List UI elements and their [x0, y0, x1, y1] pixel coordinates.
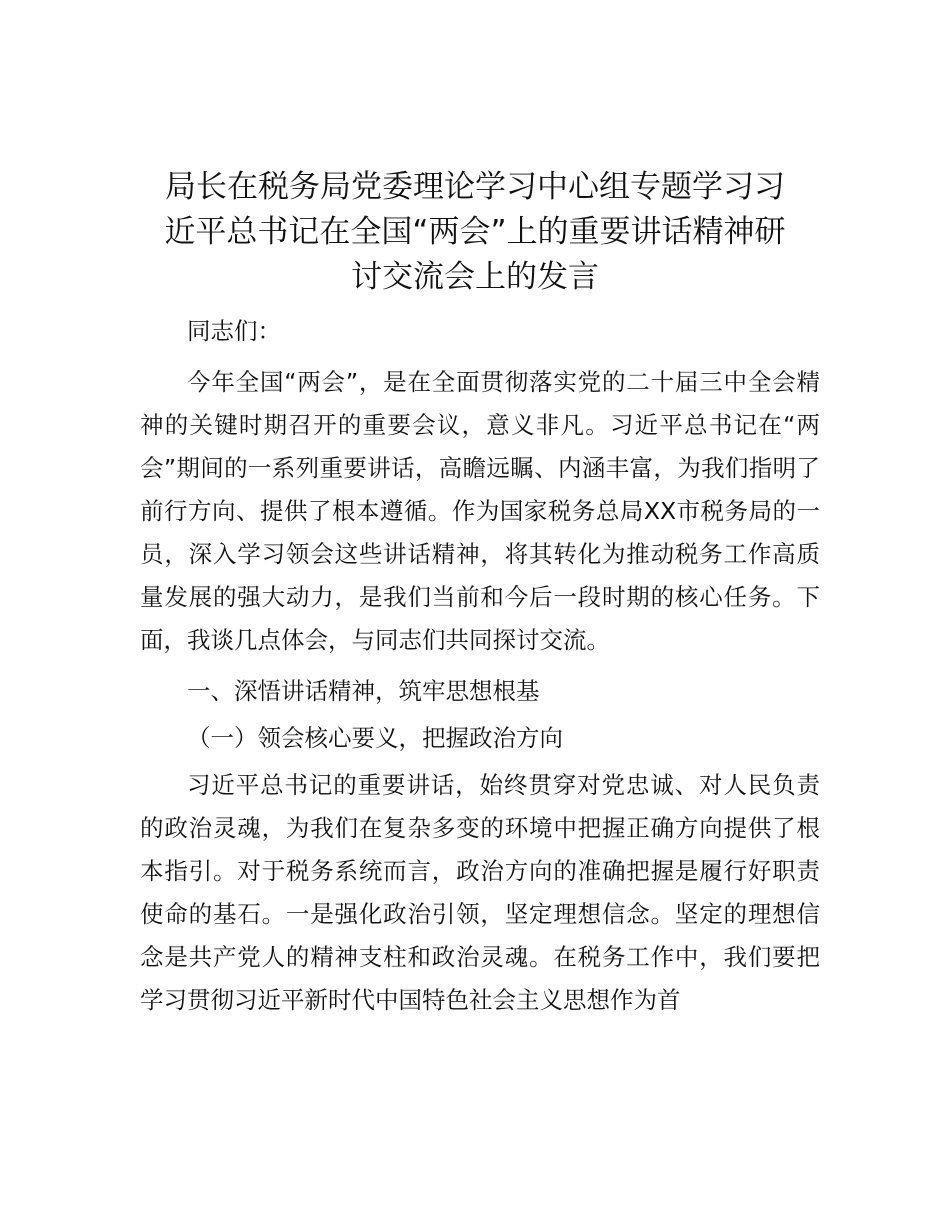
section-heading: 一、深悟讲话精神，筑牢思想根基: [187, 677, 540, 705]
subsection-heading: （一）领会核心要义，把握政治方向: [187, 724, 563, 752]
greeting: 同志们：: [187, 317, 281, 345]
title-line: 讨交流会上的发言: [351, 259, 599, 295]
title-line: 近平总书记在全国“两会”上的重要讲话精神研: [164, 214, 786, 250]
body-paragraph: 习近平总书记的重要讲话，始终贯穿对党忠诚、对人民负责的政治灵魂，为我们在复杂多变的环境中把握正确方向提供了根本指引。对于税务系统而言，政治方向的准确把握是履行好职责使命的基石。一是强化政治引领，坚定理想信念。坚定的理想信念是共产党人的精神支柱和政治灵魂。在税务工作中，我们要把学习贯彻习近平新时代中国特色社会主义思想作为首: [140, 771, 820, 1014]
document-body: [140, 310, 820, 1030]
body-paragraph: 今年全国“两会”，是在全面贯彻落实党的二十届三中全会精神的关键时期召开的重要会议，意义非凡。习近平总书记在“两会”期间的一系列重要讲话，高瞻远瞩、内涵丰富，为我们指明了前行方向、提供了根本遵循。作为国家税务总局XX市税务局的一员，深入学习领会这些讲话精神，将其转化为推动税务工作高质量发展的强大动力，是我们当前和今后一段时期的核心任务。下面，我谈几点体会，与同志们共同探讨交流。: [140, 368, 820, 654]
document-title: [120, 165, 830, 300]
title-line: 局长在税务局党委理论学习中心组专题学习习: [165, 169, 785, 205]
